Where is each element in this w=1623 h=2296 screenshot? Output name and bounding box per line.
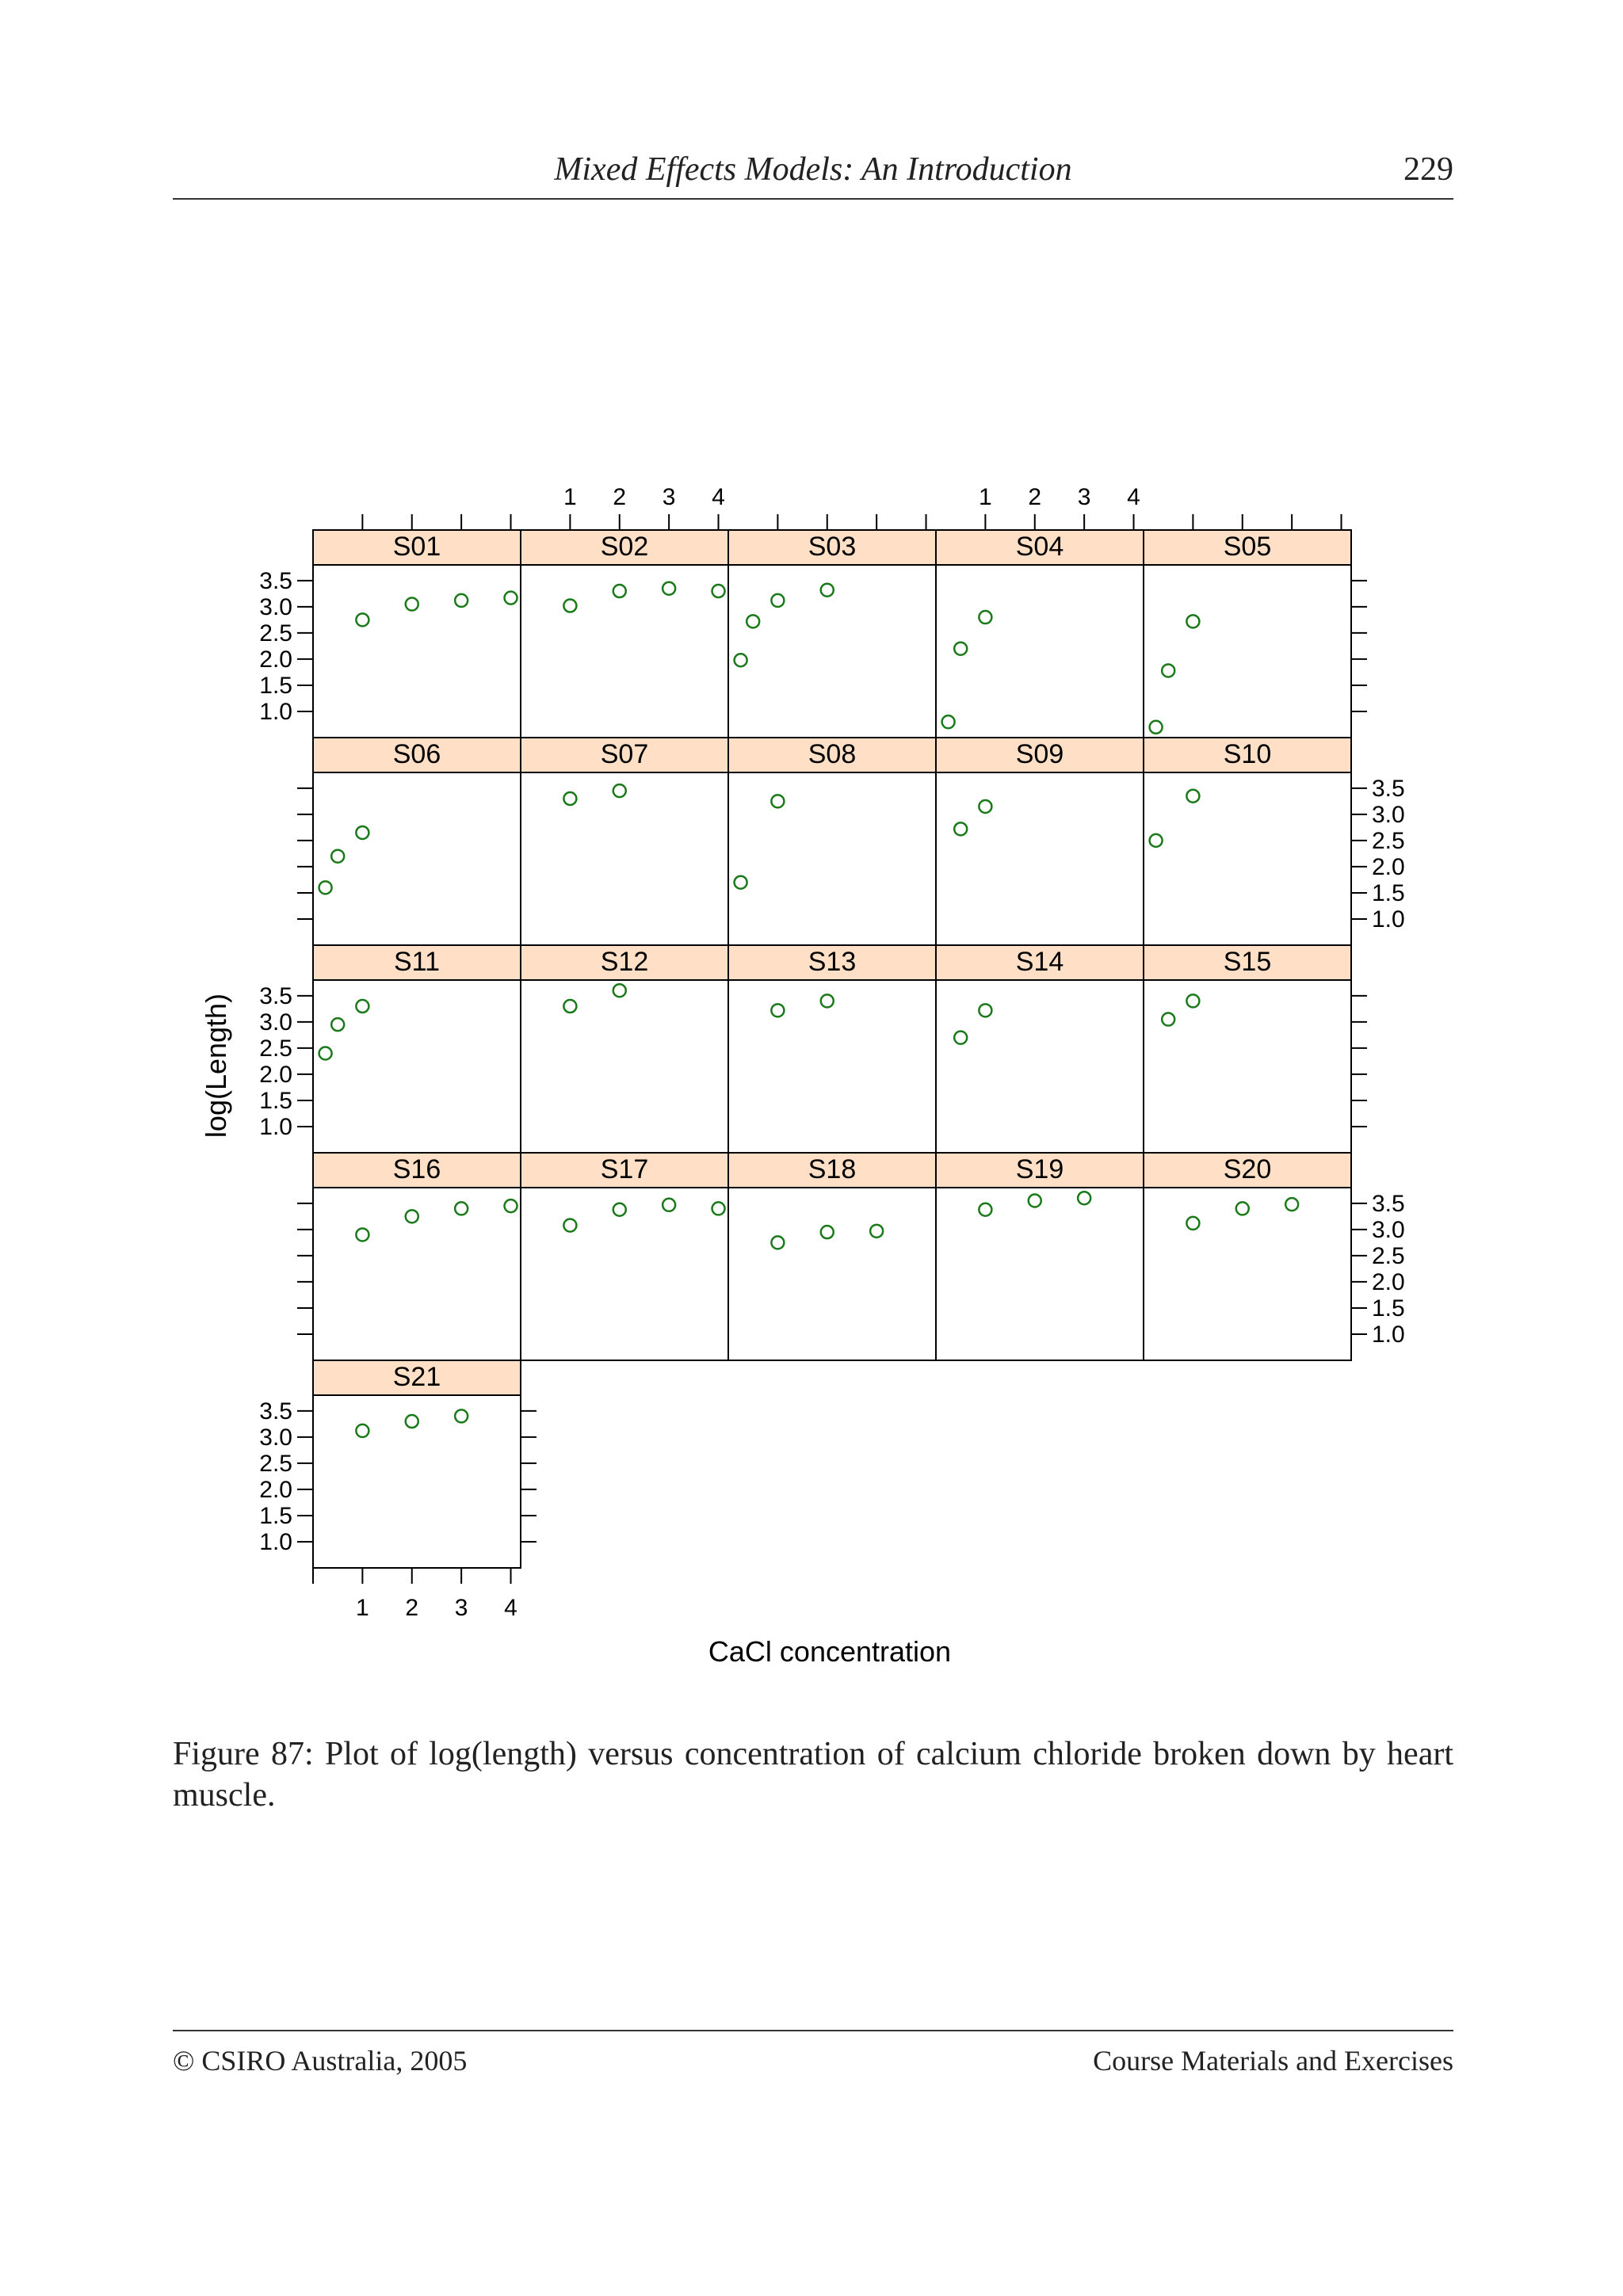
x-tick-label: 4 bbox=[504, 1595, 517, 1621]
panel-frame bbox=[1144, 565, 1351, 738]
x-tick-label: 3 bbox=[454, 1595, 468, 1621]
y-tick-label: 3.0 bbox=[1372, 801, 1405, 828]
panel-label: S14 bbox=[1015, 947, 1064, 977]
panel-label: S02 bbox=[600, 532, 649, 562]
page-number: 229 bbox=[1403, 151, 1453, 188]
x-tick-label: 2 bbox=[613, 484, 627, 510]
y-tick-label: 1.0 bbox=[1372, 906, 1405, 933]
panel-frame bbox=[521, 565, 728, 738]
y-tick-label: 2.5 bbox=[1372, 1242, 1405, 1269]
y-tick-label: 2.0 bbox=[259, 1061, 292, 1088]
x-tick-label: 2 bbox=[1028, 484, 1042, 510]
panel-label: S07 bbox=[600, 739, 649, 769]
x-axis-label: CaCl concentration bbox=[708, 1635, 952, 1668]
panel-label: S15 bbox=[1223, 947, 1272, 977]
y-tick-label: 2.0 bbox=[1372, 853, 1405, 880]
panel-label: S10 bbox=[1223, 739, 1272, 769]
y-tick-label: 2.5 bbox=[259, 620, 292, 646]
y-tick-label: 2.0 bbox=[259, 646, 292, 673]
panel-label: S04 bbox=[1015, 532, 1064, 562]
y-tick-label: 2.0 bbox=[1372, 1268, 1405, 1295]
panel-label: S16 bbox=[392, 1154, 441, 1184]
panel-label: S12 bbox=[600, 947, 649, 977]
x-tick-label: 3 bbox=[1077, 484, 1091, 510]
panel-frame bbox=[313, 1395, 521, 1568]
running-title: Mixed Effects Models: An Introduction bbox=[554, 151, 1072, 188]
panel-frame bbox=[936, 1188, 1144, 1360]
panel-frame bbox=[936, 980, 1144, 1153]
panel-frame bbox=[313, 980, 521, 1153]
panel-frame bbox=[728, 565, 936, 738]
x-tick-label: 1 bbox=[356, 1595, 369, 1621]
footer-rule bbox=[173, 2030, 1453, 2031]
panel-label: S19 bbox=[1015, 1154, 1064, 1184]
y-tick-label: 1.5 bbox=[259, 1087, 292, 1114]
panel-frame bbox=[313, 565, 521, 738]
panel-label: S01 bbox=[392, 532, 441, 562]
panel-frame bbox=[1144, 772, 1351, 945]
y-tick-label: 3.0 bbox=[259, 593, 292, 620]
y-tick-label: 3.0 bbox=[1372, 1216, 1405, 1243]
y-tick-label: 1.5 bbox=[1372, 1295, 1405, 1322]
panel-label: S11 bbox=[394, 947, 440, 977]
figure-caption: Figure 87: Plot of log(length) versus concentration of calcium chloride broken down by heart muscle. bbox=[173, 1736, 1453, 1814]
panel-frame bbox=[521, 772, 728, 945]
y-tick-label: 2.5 bbox=[1372, 827, 1405, 854]
y-tick-label: 1.0 bbox=[1372, 1321, 1405, 1348]
y-tick-label: 1.0 bbox=[259, 698, 292, 725]
panel-frame bbox=[728, 772, 936, 945]
footer-course-title: Course Materials and Exercises bbox=[1093, 2045, 1453, 2077]
panel-label: S03 bbox=[808, 532, 857, 562]
chart-layer bbox=[259, 484, 1404, 1621]
panel-frame bbox=[1144, 980, 1351, 1153]
y-tick-label: 2.5 bbox=[259, 1035, 292, 1062]
y-tick-label: 3.5 bbox=[259, 982, 292, 1009]
y-tick-label: 1.5 bbox=[1372, 879, 1405, 906]
y-tick-label: 1.5 bbox=[259, 1502, 292, 1529]
panel-label: S06 bbox=[392, 739, 441, 769]
y-tick-label: 2.5 bbox=[259, 1450, 292, 1477]
footer-copyright: © CSIRO Australia, 2005 bbox=[173, 2045, 468, 2077]
x-tick-label: 3 bbox=[662, 484, 676, 510]
panel-label: S20 bbox=[1223, 1154, 1272, 1184]
panel-frame bbox=[521, 980, 728, 1153]
panel-label: S21 bbox=[392, 1362, 441, 1392]
panel-label: S09 bbox=[1015, 739, 1064, 769]
y-tick-label: 3.5 bbox=[1372, 1190, 1405, 1217]
panel-label: S18 bbox=[808, 1154, 857, 1184]
x-tick-label: 4 bbox=[712, 484, 725, 510]
y-tick-label: 2.0 bbox=[259, 1476, 292, 1503]
y-tick-label: 1.0 bbox=[259, 1528, 292, 1555]
y-tick-label: 3.0 bbox=[259, 1424, 292, 1451]
x-tick-label: 4 bbox=[1127, 484, 1140, 510]
x-tick-label: 1 bbox=[979, 484, 992, 510]
y-tick-label: 3.5 bbox=[259, 567, 292, 594]
panel-label: S13 bbox=[808, 947, 857, 977]
panel-frame bbox=[728, 1188, 936, 1360]
panel-label: S05 bbox=[1223, 532, 1272, 562]
x-tick-label: 2 bbox=[405, 1595, 419, 1621]
y-tick-label: 1.5 bbox=[259, 672, 292, 699]
panel-label: S08 bbox=[808, 739, 857, 769]
y-tick-label: 3.5 bbox=[1372, 775, 1405, 802]
y-tick-label: 1.0 bbox=[259, 1113, 292, 1140]
y-tick-label: 3.5 bbox=[259, 1398, 292, 1425]
y-tick-label: 3.0 bbox=[259, 1009, 292, 1035]
panel-frame bbox=[936, 772, 1144, 945]
panel-label: S17 bbox=[600, 1154, 649, 1184]
x-tick-label: 1 bbox=[563, 484, 577, 510]
y-axis-label: log(Length) bbox=[200, 993, 232, 1138]
